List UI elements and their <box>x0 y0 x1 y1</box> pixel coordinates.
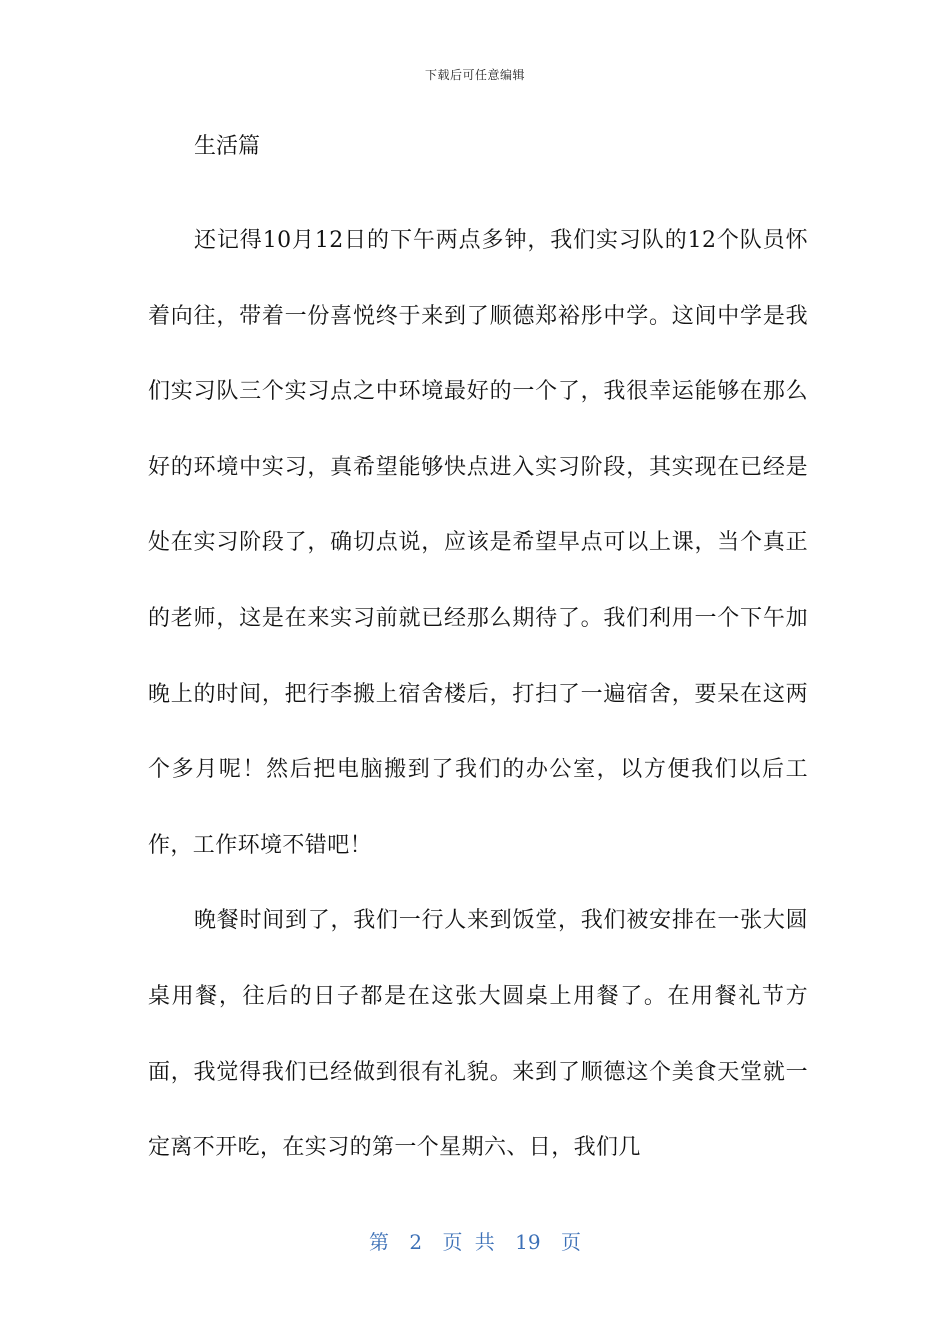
footer-prefix: 第 <box>369 1230 389 1254</box>
page-footer <box>0 1226 950 1255</box>
section-title: 生活篇 <box>194 134 261 159</box>
footer-middle: 页 共 <box>442 1230 495 1254</box>
current-page-number: 2 <box>409 1230 423 1254</box>
paragraph-1: 还记得10月12日的下午两点多钟，我们实习队的12个队员怀着向往，带着一份喜悦终于来到了顺德郑裕彤中学。这间中学是我们实习队三个实习点之中环境最好的一个了，我很幸运能够在那么好的环境中实习，真希望能够快点进入实习阶段，其实现在已经是处在实习阶段了，确切点说，应该是希望早点可以上课，当个真正的老师，这是在来实习前就已经那么期待了。我们利用一个下午加晚上的时间，把行李搬上宿舍楼后，打扫了一遍宿舍，要呆在这两个多月呢！然后把电脑搬到了我们的办公室，以方便我们以后工作，工作环境不错吧！ <box>148 228 808 858</box>
document-body <box>148 128 808 1186</box>
footer-suffix: 页 <box>560 1230 581 1254</box>
page-header: 下载后可任意编辑 <box>424 68 525 82</box>
paragraph-2: 晚餐时间到了，我们一行人来到饭堂，我们被安排在一张大圆桌用餐，往后的日子都是在这张大圆桌上用餐了。在用餐礼节方面，我觉得我们已经做到很有礼貌。来到了顺德这个美食天堂就一定离不开吃，在实习的第一个星期六、日，我们几 <box>148 908 808 1161</box>
total-pages: 19 <box>515 1230 541 1254</box>
